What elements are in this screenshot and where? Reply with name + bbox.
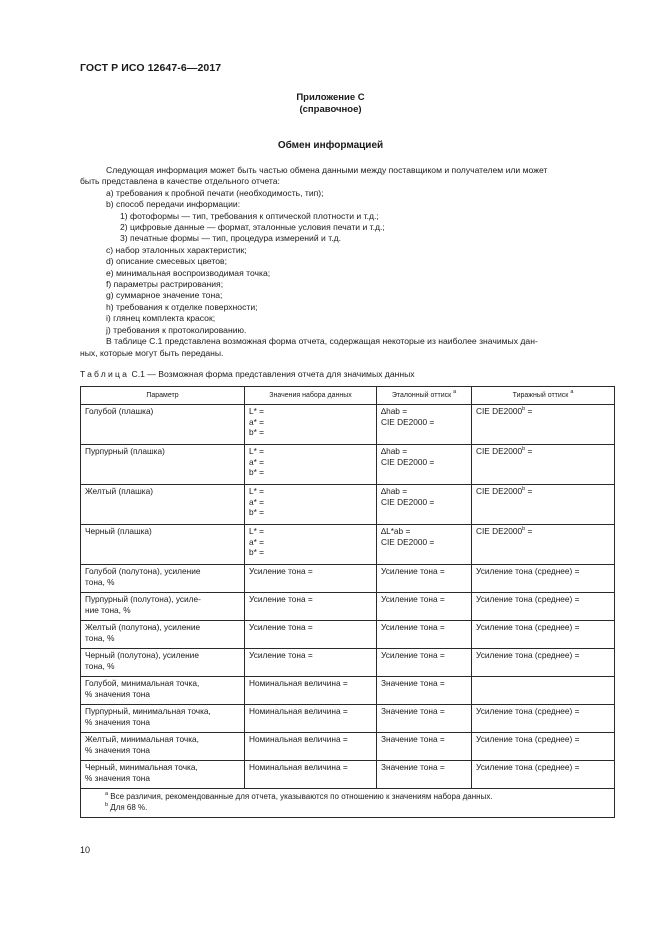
list-item-b: b) способ передачи информации: bbox=[106, 199, 241, 210]
cell-run: Усиление тона (среднее) = bbox=[472, 705, 615, 733]
footnote-b-mark: b bbox=[105, 801, 109, 808]
footnote-a bbox=[105, 792, 610, 803]
list-item-a: а) требования к пробной печати (необходимость, тип); bbox=[106, 187, 324, 198]
cell-param-line: тона, % bbox=[85, 660, 115, 671]
cell-param-line: ние тона, % bbox=[85, 604, 131, 615]
cell-reference: Значение тона = bbox=[377, 733, 472, 761]
table-footnotes bbox=[81, 789, 615, 818]
list-item-b1: 1) фотоформы — тип, требования к оптической плотности и т.д.; bbox=[120, 210, 379, 221]
cell-param-line: тона, % bbox=[85, 576, 115, 587]
list-item-f: f) параметры растрирования; bbox=[106, 279, 224, 290]
list-item-d: d) описание смесевых цветов; bbox=[106, 256, 227, 267]
outro-line-1: В таблице С.1 представлена возможная форма отчета, содержащая некоторые из наиболее значимых дан- bbox=[106, 336, 538, 347]
table-header-row bbox=[81, 387, 615, 405]
cell-reference-line: CIE DE2000 = bbox=[381, 496, 435, 507]
cell-dataset bbox=[245, 525, 377, 565]
cell-reference bbox=[377, 485, 472, 525]
table-row bbox=[81, 565, 615, 593]
cell-run: Усиление тона (среднее) = bbox=[472, 649, 615, 677]
cell-reference: Значение тона = bbox=[377, 677, 472, 705]
list-item-b3: 3) печатные формы — тип, процедура измерений и т.д. bbox=[120, 233, 341, 244]
cell-param bbox=[81, 649, 245, 677]
table-caption-text: С.1 — Возможная форма представления отчета для значимых данных bbox=[129, 369, 415, 379]
header-reference-sup: a bbox=[453, 388, 457, 395]
annex-subtitle: (справочное) bbox=[299, 104, 362, 115]
cell-dataset: Усиление тона = bbox=[245, 649, 377, 677]
cell-reference: Усиление тона = bbox=[377, 593, 472, 621]
cell-run-label: CIE DE2000 bbox=[476, 486, 523, 496]
list-item-b2: 2) цифровые данные — формат, эталонные условия печати и т.д.; bbox=[120, 222, 385, 233]
table-row bbox=[81, 593, 615, 621]
table-row bbox=[81, 621, 615, 649]
cell-run: Усиление тона (среднее) = bbox=[472, 565, 615, 593]
cell-param: Желтый (плашка) bbox=[81, 485, 245, 525]
cell-param bbox=[81, 593, 245, 621]
list-item-g: g) суммарное значение тона; bbox=[106, 290, 223, 301]
cell-dataset: Номинальная величина = bbox=[245, 733, 377, 761]
cell-param bbox=[81, 761, 245, 789]
cell-dataset-line: b* = bbox=[249, 467, 264, 478]
cell-run: Усиление тона (среднее) = bbox=[472, 621, 615, 649]
cell-dataset-line: L* = bbox=[249, 406, 264, 416]
footnote-b bbox=[105, 803, 610, 814]
cell-param bbox=[81, 621, 245, 649]
cell-param-line: % значения тона bbox=[85, 688, 150, 699]
intro-line-2: быть представлена в качестве отдельного отчета: bbox=[80, 176, 280, 187]
cell-param-line: Черный, минимальная точка, bbox=[85, 762, 198, 772]
cell-reference-line: CIE DE2000 = bbox=[381, 536, 435, 547]
table-row bbox=[81, 525, 615, 565]
cell-run-label: CIE DE2000 bbox=[476, 406, 523, 416]
cell-reference-line: ∆L*ab = bbox=[381, 526, 411, 536]
cell-run-suffix: = bbox=[525, 526, 533, 536]
cell-dataset: Усиление тона = bbox=[245, 621, 377, 649]
cell-run: Усиление тона (среднее) = bbox=[472, 593, 615, 621]
cell-dataset: Усиление тона = bbox=[245, 593, 377, 621]
cell-dataset: Номинальная величина = bbox=[245, 705, 377, 733]
cell-run-sup: b bbox=[522, 446, 526, 452]
table-row bbox=[81, 405, 615, 445]
annex-heading bbox=[0, 92, 661, 116]
cell-dataset bbox=[245, 445, 377, 485]
cell-dataset-line: b* = bbox=[249, 547, 264, 558]
footnote-row bbox=[81, 789, 615, 818]
cell-param-line: % значения тона bbox=[85, 716, 150, 727]
cell-run-label: CIE DE2000 bbox=[476, 526, 523, 536]
list-item-i: i) глянец комплекта красок; bbox=[106, 313, 216, 324]
footnote-a-mark: a bbox=[105, 791, 109, 797]
cell-param: Черный (плашка) bbox=[81, 525, 245, 565]
table-caption bbox=[80, 369, 415, 379]
cell-param-line: Черный (полутона), усиление bbox=[85, 650, 199, 660]
cell-reference bbox=[377, 525, 472, 565]
cell-reference-line: ∆hab = bbox=[381, 486, 408, 496]
list-item-j: j) требования к протоколированию. bbox=[106, 324, 247, 335]
table-caption-label: Таблица bbox=[80, 369, 130, 379]
cell-dataset-line: b* = bbox=[249, 507, 264, 518]
cell-run-sup: b bbox=[522, 526, 526, 532]
cell-param-line: Желтый, минимальная точка, bbox=[85, 734, 199, 744]
document-header: ГОСТ Р ИСО 12647-6—2017 bbox=[80, 62, 222, 74]
cell-run bbox=[472, 485, 615, 525]
cell-param: Голубой (плашка) bbox=[81, 405, 245, 445]
cell-reference-line: ∆hab = bbox=[381, 446, 408, 456]
cell-reference-line: ∆hab = bbox=[381, 406, 408, 416]
footnote-b-text: Для 68 %. bbox=[108, 802, 148, 812]
cell-dataset: Номинальная величина = bbox=[245, 761, 377, 789]
cell-run: Усиление тона (среднее) = bbox=[472, 761, 615, 789]
cell-dataset-line: L* = bbox=[249, 486, 264, 496]
cell-dataset bbox=[245, 405, 377, 445]
cell-dataset-line: a* = bbox=[249, 536, 264, 547]
table-row bbox=[81, 649, 615, 677]
cell-param: Пурпурный (плашка) bbox=[81, 445, 245, 485]
cell-param-line: Голубой, минимальная точка, bbox=[85, 678, 200, 688]
header-reference bbox=[377, 387, 472, 405]
cell-run: Усиление тона (среднее) = bbox=[472, 733, 615, 761]
cell-dataset-line: L* = bbox=[249, 446, 264, 456]
cell-reference: Усиление тона = bbox=[377, 565, 472, 593]
cell-run-sup: b bbox=[522, 486, 526, 492]
header-reference-label: Эталонный оттиск bbox=[391, 391, 452, 399]
header-run-label: Тиражный оттиск bbox=[512, 391, 569, 399]
table-row bbox=[81, 485, 615, 525]
list-item-h: h) требования к отделке поверхности; bbox=[106, 301, 258, 312]
cell-run bbox=[472, 405, 615, 445]
list-item-e: e) минимальная воспроизводимая точка; bbox=[106, 267, 271, 278]
cell-dataset-line: L* = bbox=[249, 526, 264, 536]
cell-param-line: тона, % bbox=[85, 632, 115, 643]
cell-run-suffix: = bbox=[525, 486, 533, 496]
header-dataset: Значения набора данных bbox=[245, 387, 377, 405]
header-run-sup: a bbox=[570, 388, 574, 395]
cell-run-suffix: = bbox=[525, 406, 533, 416]
cell-dataset-line: a* = bbox=[249, 416, 264, 427]
cell-dataset: Номинальная величина = bbox=[245, 677, 377, 705]
cell-reference: Усиление тона = bbox=[377, 649, 472, 677]
cell-run bbox=[472, 525, 615, 565]
cell-reference: Усиление тона = bbox=[377, 621, 472, 649]
cell-dataset-line: b* = bbox=[249, 427, 264, 438]
header-param: Параметр bbox=[81, 387, 245, 405]
table-row bbox=[81, 761, 615, 789]
cell-dataset-line: a* = bbox=[249, 456, 264, 467]
table-body bbox=[81, 405, 615, 789]
cell-param-line: Желтый (полутона), усиление bbox=[85, 622, 201, 632]
cell-run-suffix: = bbox=[525, 446, 533, 456]
cell-run bbox=[472, 445, 615, 485]
page-number: 10 bbox=[80, 845, 91, 855]
cell-reference-line: CIE DE2000 = bbox=[381, 416, 435, 427]
header-run bbox=[472, 387, 615, 405]
cell-param-line: Голубой (полутона), усиление bbox=[85, 566, 201, 576]
body-text bbox=[80, 165, 616, 359]
cell-dataset-line: a* = bbox=[249, 496, 264, 507]
outro-line-2: ных, которые могут быть переданы. bbox=[80, 347, 224, 358]
cell-run bbox=[472, 677, 615, 705]
cell-reference-line: CIE DE2000 = bbox=[381, 456, 435, 467]
cell-dataset bbox=[245, 485, 377, 525]
cell-param-line: % значения тона bbox=[85, 772, 150, 783]
cell-run-label: CIE DE2000 bbox=[476, 446, 523, 456]
table-row bbox=[81, 733, 615, 761]
annex-title: Приложение С bbox=[296, 92, 365, 103]
table-row bbox=[81, 677, 615, 705]
cell-reference: Значение тона = bbox=[377, 705, 472, 733]
intro-line-1: Следующая информация может быть частью обмена данными между поставщиком и получателем или может bbox=[106, 165, 548, 175]
cell-param bbox=[81, 705, 245, 733]
list-item-c: c) набор эталонных характеристик; bbox=[106, 244, 247, 255]
cell-param-line: Пурпурный (полутона), усиле- bbox=[85, 594, 201, 604]
cell-param bbox=[81, 565, 245, 593]
cell-dataset: Усиление тона = bbox=[245, 565, 377, 593]
cell-param-line: Пурпурный, минимальная точка, bbox=[85, 706, 211, 716]
cell-param bbox=[81, 733, 245, 761]
cell-param bbox=[81, 677, 245, 705]
cell-run-sup: b bbox=[522, 406, 526, 412]
footnote-a-text: Все различия, рекомендованные для отчета, указываются по отношению к значениям набора данных. bbox=[108, 792, 493, 801]
table-row bbox=[81, 445, 615, 485]
report-table bbox=[80, 386, 615, 818]
section-title: Обмен информацией bbox=[277, 140, 384, 151]
cell-reference bbox=[377, 405, 472, 445]
cell-reference bbox=[377, 445, 472, 485]
table-row bbox=[81, 705, 615, 733]
cell-reference: Значение тона = bbox=[377, 761, 472, 789]
cell-param-line: % значения тона bbox=[85, 744, 150, 755]
